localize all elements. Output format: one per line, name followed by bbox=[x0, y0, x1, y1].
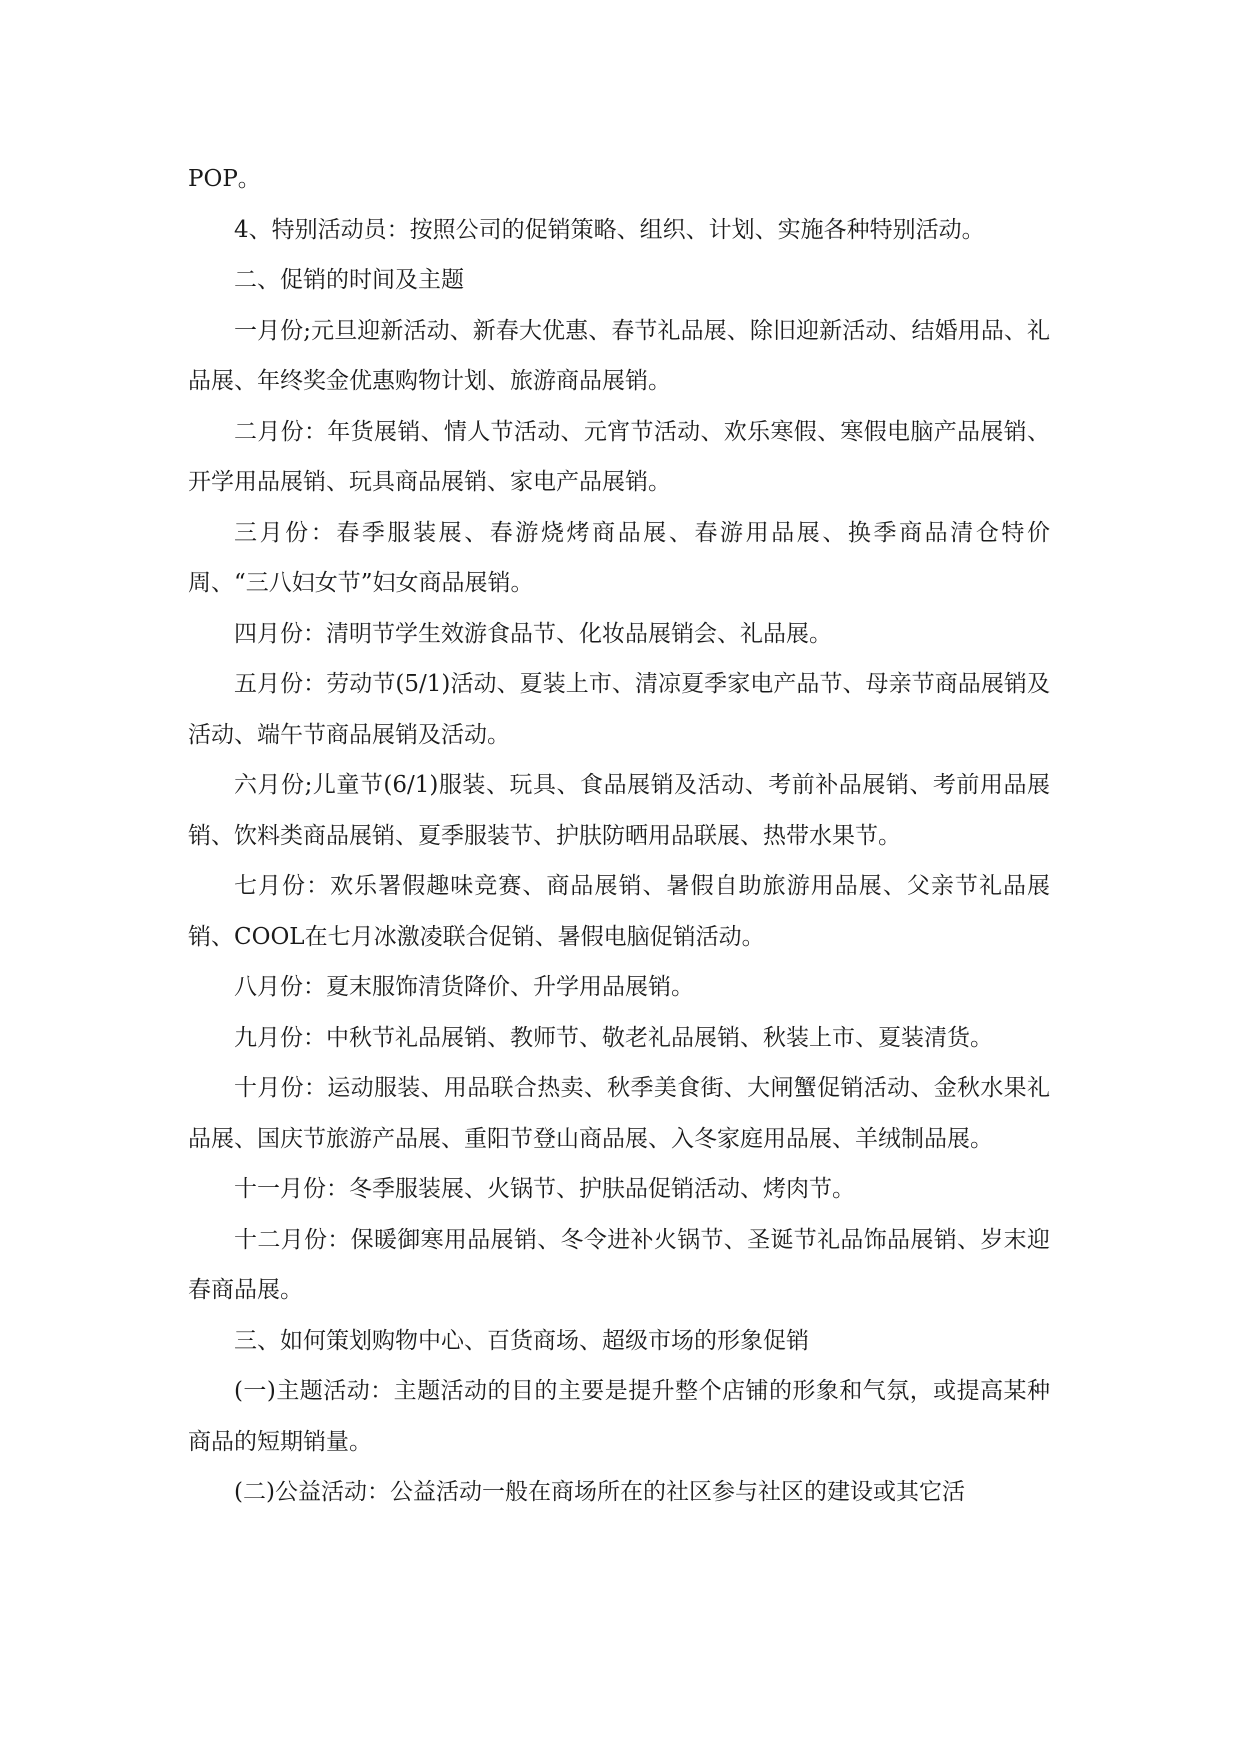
paragraph: 4、特别活动员：按照公司的促销策略、组织、计划、实施各种特别活动。 bbox=[234, 216, 985, 243]
paragraph: 十二月份：保暖御寒用品展销、冬令进补火锅节、圣诞节礼品饰品展销、岁末迎春商品展。 bbox=[188, 1226, 1050, 1303]
paragraph: 七月份：欢乐署假趣味竞赛、商品展销、暑假自助旅游用品展、父亲节礼品展销、COOL在七月冰激凌联合促销、暑假电脑促销活动。 bbox=[188, 873, 1050, 950]
paragraph: 八月份：夏末服饰清货降价、升学用品展销。 bbox=[234, 974, 694, 1000]
paragraph: 十一月份：冬季服装展、火锅节、护肤品促销活动、烤肉节。 bbox=[234, 1176, 855, 1202]
paragraph: (二)公益活动：公益活动一般在商场所在的社区参与社区的建设或其它活 bbox=[234, 1479, 965, 1505]
paragraph: 四月份：清明节学生效游食品节、化妆品展销会、礼品展。 bbox=[234, 620, 832, 647]
paragraph: 九月份：中秋节礼品展销、教师节、敬老礼品展销、秋装上市、夏装清货。 bbox=[234, 1024, 993, 1051]
section-heading: 二、促销的时间及主题 bbox=[234, 267, 464, 293]
document-body bbox=[188, 154, 1050, 1518]
paragraph: 二月份：年货展销、情人节活动、元宵节活动、欢乐寒假、寒假电脑产品展销、开学用品展销、玩具商品展销、家电产品展销。 bbox=[188, 418, 1050, 495]
paragraph: 三月份：春季服装展、春游烧烤商品展、春游用品展、换季商品清仓特价周、“三八妇女节”妇女商品展销。 bbox=[188, 519, 1050, 596]
paragraph: 五月份：劳动节(5/1)活动、夏装上市、清凉夏季家电产品节、母亲节商品展销及活动、端午节商品展销及活动。 bbox=[188, 671, 1050, 748]
paragraph: 六月份;儿童节(6/1)服装、玩具、食品展销及活动、考前补品展销、考前用品展销、饮料类商品展销、夏季服装节、护肤防晒用品联展、热带水果节。 bbox=[188, 772, 1050, 849]
section-heading: 三、如何策划购物中心、百货商场、超级市场的形象促销 bbox=[234, 1327, 809, 1354]
paragraph: 十月份：运动服装、用品联合热卖、秋季美食街、大闸蟹促销活动、金秋水果礼品展、国庆节旅游产品展、重阳节登山商品展、入冬家庭用品展、羊绒制品展。 bbox=[188, 1075, 1050, 1152]
paragraph: (一)主题活动：主题活动的目的主要是提升整个店铺的形象和气氛，或提高某种商品的短期销量。 bbox=[188, 1378, 1050, 1455]
paragraph: POP。 bbox=[188, 166, 261, 192]
paragraph: 一月份;元旦迎新活动、新春大优惠、春节礼品展、除旧迎新活动、结婚用品、礼品展、年终奖金优惠购物计划、旅游商品展销。 bbox=[188, 317, 1050, 394]
